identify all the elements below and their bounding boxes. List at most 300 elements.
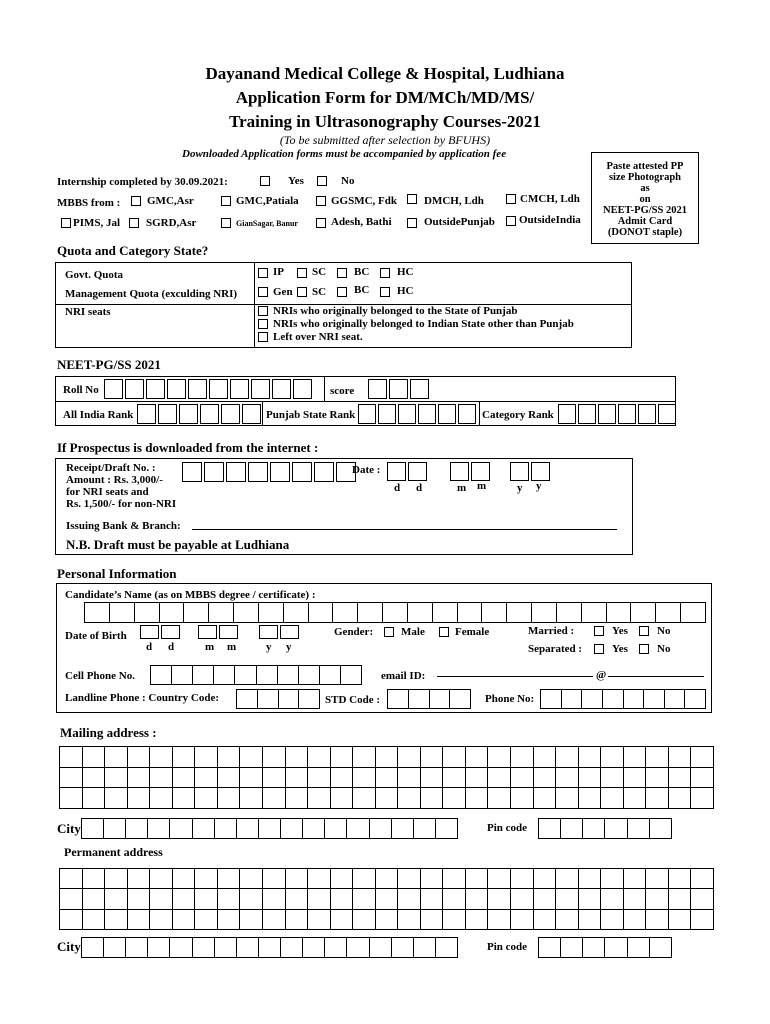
entry-box[interactable] bbox=[650, 819, 672, 839]
entry-box[interactable] bbox=[466, 768, 489, 789]
entry-box[interactable] bbox=[237, 938, 259, 958]
separated-yes-checkbox[interactable] bbox=[594, 644, 604, 654]
entry-box[interactable] bbox=[398, 889, 421, 909]
entry-box[interactable] bbox=[624, 768, 647, 789]
entry-box[interactable] bbox=[601, 768, 624, 789]
entry-box[interactable] bbox=[646, 869, 669, 889]
mailing-city-boxes[interactable] bbox=[81, 818, 458, 839]
entry-box[interactable] bbox=[376, 869, 399, 889]
option-label: Gen bbox=[273, 286, 293, 298]
entry-box[interactable] bbox=[466, 747, 489, 768]
nri-option: Left over NRI seat. bbox=[273, 331, 363, 343]
entry-box[interactable] bbox=[331, 768, 354, 789]
entry-box[interactable] bbox=[353, 869, 376, 889]
entry-box[interactable] bbox=[579, 889, 602, 909]
entry-box[interactable] bbox=[579, 788, 602, 809]
receipt-line: for NRI seats and bbox=[66, 486, 149, 498]
entry-box[interactable] bbox=[511, 889, 534, 909]
entry-box[interactable] bbox=[218, 889, 241, 909]
entry-box[interactable] bbox=[347, 819, 369, 839]
entry-box[interactable] bbox=[539, 938, 561, 958]
entry-box[interactable] bbox=[263, 747, 286, 768]
entry-box[interactable] bbox=[286, 747, 309, 768]
date-hint: m bbox=[457, 482, 467, 494]
mbbs-pims-checkbox[interactable] bbox=[61, 218, 71, 228]
entry-box[interactable] bbox=[128, 910, 151, 930]
entry-box[interactable] bbox=[281, 819, 303, 839]
entry-box[interactable] bbox=[150, 889, 173, 909]
entry-box[interactable] bbox=[126, 819, 148, 839]
entry-box[interactable] bbox=[353, 747, 376, 768]
entry-box[interactable] bbox=[691, 910, 714, 930]
cell-phone-boxes[interactable] bbox=[150, 665, 362, 685]
entry-box[interactable] bbox=[195, 910, 218, 930]
married-no-checkbox[interactable] bbox=[639, 626, 649, 636]
entry-box[interactable] bbox=[259, 938, 281, 958]
entry-box[interactable] bbox=[353, 768, 376, 789]
entry-box[interactable] bbox=[148, 938, 170, 958]
mailing-address-grid[interactable] bbox=[59, 746, 714, 809]
entry-box[interactable] bbox=[331, 889, 354, 909]
mbbs-gmc-patiala-checkbox[interactable] bbox=[221, 196, 231, 206]
entry-box[interactable] bbox=[128, 747, 151, 768]
entry-box[interactable] bbox=[443, 788, 466, 809]
mbbs-cmch-checkbox[interactable] bbox=[506, 194, 516, 204]
entry-box[interactable] bbox=[579, 869, 602, 889]
mbbs-sgrd-checkbox[interactable] bbox=[129, 218, 139, 228]
entry-box[interactable] bbox=[669, 910, 692, 930]
permanent-pin-boxes[interactable] bbox=[538, 937, 672, 958]
entry-box[interactable] bbox=[150, 910, 173, 930]
entry-box[interactable] bbox=[150, 747, 173, 768]
entry-box[interactable] bbox=[436, 819, 458, 839]
entry-box[interactable] bbox=[215, 938, 237, 958]
entry-box[interactable] bbox=[83, 869, 106, 889]
entry-box[interactable] bbox=[331, 747, 354, 768]
entry-box[interactable] bbox=[308, 788, 331, 809]
entry-box[interactable] bbox=[398, 768, 421, 789]
mbbs-gmc-asr-checkbox[interactable] bbox=[131, 196, 141, 206]
nri-leftover-checkbox[interactable] bbox=[258, 332, 268, 342]
entry-box[interactable] bbox=[286, 910, 309, 930]
entry-box[interactable] bbox=[398, 910, 421, 930]
divider bbox=[324, 376, 325, 401]
draft-year-boxes[interactable] bbox=[510, 462, 552, 481]
entry-box[interactable] bbox=[308, 910, 331, 930]
entry-box[interactable] bbox=[646, 889, 669, 909]
entry-box[interactable] bbox=[286, 869, 309, 889]
entry-box[interactable] bbox=[105, 768, 128, 789]
entry-box[interactable] bbox=[331, 869, 354, 889]
entry-box[interactable] bbox=[240, 768, 263, 789]
entry-box[interactable] bbox=[173, 788, 196, 809]
category-rank-boxes[interactable] bbox=[558, 404, 678, 424]
entry-box[interactable] bbox=[691, 889, 714, 909]
entry-box[interactable] bbox=[82, 938, 104, 958]
entry-box[interactable] bbox=[466, 869, 489, 889]
entry-box[interactable] bbox=[195, 768, 218, 789]
mbbs-giansagar-checkbox[interactable] bbox=[221, 218, 231, 228]
separated-yes-label: Yes bbox=[612, 643, 628, 655]
entry-box[interactable] bbox=[104, 819, 126, 839]
entry-box[interactable] bbox=[511, 788, 534, 809]
issuing-bank-line[interactable] bbox=[192, 529, 617, 530]
entry-box[interactable] bbox=[583, 938, 605, 958]
entry-box[interactable] bbox=[669, 747, 692, 768]
cell-phone-label: Cell Phone No. bbox=[65, 670, 135, 682]
entry-box[interactable] bbox=[624, 869, 647, 889]
dob-month-boxes[interactable] bbox=[198, 625, 240, 639]
entry-box[interactable] bbox=[83, 747, 106, 768]
entry-box[interactable] bbox=[376, 768, 399, 789]
entry-box[interactable] bbox=[105, 747, 128, 768]
entry-box[interactable] bbox=[601, 889, 624, 909]
entry-box[interactable] bbox=[286, 768, 309, 789]
entry-box[interactable] bbox=[669, 869, 692, 889]
entry-box[interactable] bbox=[105, 788, 128, 809]
entry-box[interactable] bbox=[263, 910, 286, 930]
entry-box[interactable] bbox=[443, 747, 466, 768]
mailing-pin-boxes[interactable] bbox=[538, 818, 672, 839]
mgmt-bc-checkbox[interactable] bbox=[337, 287, 347, 297]
entry-box[interactable] bbox=[628, 938, 650, 958]
entry-box[interactable] bbox=[128, 889, 151, 909]
entry-box[interactable] bbox=[691, 747, 714, 768]
entry-box[interactable] bbox=[195, 869, 218, 889]
entry-box[interactable] bbox=[534, 910, 557, 930]
permanent-pin-label: Pin code bbox=[487, 941, 528, 953]
entry-box[interactable] bbox=[376, 910, 399, 930]
entry-box[interactable] bbox=[534, 768, 557, 789]
entry-box[interactable] bbox=[583, 819, 605, 839]
divider bbox=[254, 262, 255, 348]
entry-box[interactable] bbox=[128, 788, 151, 809]
entry-box[interactable] bbox=[331, 910, 354, 930]
entry-box[interactable] bbox=[150, 869, 173, 889]
entry-box[interactable] bbox=[534, 869, 557, 889]
draft-month-boxes[interactable] bbox=[450, 462, 492, 481]
entry-box[interactable] bbox=[173, 889, 196, 909]
entry-box[interactable] bbox=[303, 819, 325, 839]
entry-box[interactable] bbox=[308, 747, 331, 768]
entry-box[interactable] bbox=[376, 747, 399, 768]
entry-box[interactable] bbox=[60, 889, 83, 909]
entry-box[interactable] bbox=[237, 819, 259, 839]
entry-box[interactable] bbox=[263, 869, 286, 889]
entry-box[interactable] bbox=[263, 889, 286, 909]
roll-no-label: Roll No bbox=[63, 384, 99, 396]
entry-box[interactable] bbox=[556, 788, 579, 809]
entry-box[interactable] bbox=[669, 768, 692, 789]
entry-box[interactable] bbox=[193, 938, 215, 958]
std-code-boxes[interactable] bbox=[387, 689, 471, 709]
entry-box[interactable] bbox=[259, 819, 281, 839]
neet-heading: NEET-PG/SS 2021 bbox=[57, 357, 161, 372]
entry-box[interactable] bbox=[624, 747, 647, 768]
email-domain-line[interactable] bbox=[608, 676, 704, 677]
entry-box[interactable] bbox=[488, 768, 511, 789]
entry-box[interactable] bbox=[691, 768, 714, 789]
entry-box[interactable] bbox=[353, 910, 376, 930]
entry-box[interactable] bbox=[60, 788, 83, 809]
entry-box[interactable] bbox=[60, 869, 83, 889]
entry-box[interactable] bbox=[105, 889, 128, 909]
entry-box[interactable] bbox=[60, 768, 83, 789]
photo-line: Paste attested PP bbox=[606, 161, 684, 172]
married-yes-checkbox[interactable] bbox=[594, 626, 604, 636]
entry-box[interactable] bbox=[605, 819, 627, 839]
entry-box[interactable] bbox=[561, 819, 583, 839]
entry-box[interactable] bbox=[398, 788, 421, 809]
entry-box[interactable] bbox=[466, 910, 489, 930]
entry-box[interactable] bbox=[443, 889, 466, 909]
entry-box[interactable] bbox=[353, 788, 376, 809]
country-code-boxes[interactable] bbox=[236, 689, 320, 709]
entry-box[interactable] bbox=[392, 938, 414, 958]
score-boxes[interactable] bbox=[368, 379, 431, 399]
entry-box[interactable] bbox=[398, 747, 421, 768]
entry-box[interactable] bbox=[556, 869, 579, 889]
entry-box[interactable] bbox=[646, 910, 669, 930]
entry-box[interactable] bbox=[646, 788, 669, 809]
entry-box[interactable] bbox=[511, 910, 534, 930]
entry-box[interactable] bbox=[83, 768, 106, 789]
entry-box[interactable] bbox=[215, 819, 237, 839]
entry-box[interactable] bbox=[170, 938, 192, 958]
entry-box[interactable] bbox=[170, 819, 192, 839]
entry-box[interactable] bbox=[286, 889, 309, 909]
entry-box[interactable] bbox=[195, 788, 218, 809]
nri-punjab-checkbox[interactable] bbox=[258, 306, 268, 316]
date-hint: y bbox=[286, 641, 292, 653]
entry-box[interactable] bbox=[128, 869, 151, 889]
govt-ip-checkbox[interactable] bbox=[258, 268, 268, 278]
entry-box[interactable] bbox=[628, 819, 650, 839]
entry-box[interactable] bbox=[488, 869, 511, 889]
entry-box[interactable] bbox=[421, 910, 444, 930]
phone-no-label: Phone No: bbox=[485, 693, 535, 705]
dob-year-boxes[interactable] bbox=[259, 625, 301, 639]
entry-box[interactable] bbox=[646, 768, 669, 789]
entry-box[interactable] bbox=[601, 788, 624, 809]
mbbs-option: Adesh, Bathi bbox=[331, 216, 392, 228]
entry-box[interactable] bbox=[150, 768, 173, 789]
entry-box[interactable] bbox=[488, 889, 511, 909]
entry-box[interactable] bbox=[691, 869, 714, 889]
mbbs-ggsmc-checkbox[interactable] bbox=[316, 196, 326, 206]
entry-box[interactable] bbox=[534, 889, 557, 909]
entry-box[interactable] bbox=[669, 889, 692, 909]
roll-no-boxes[interactable] bbox=[104, 379, 314, 399]
entry-box[interactable] bbox=[421, 768, 444, 789]
govt-bc-checkbox[interactable] bbox=[337, 268, 347, 278]
mgmt-sc-checkbox[interactable] bbox=[297, 287, 307, 297]
entry-box[interactable] bbox=[624, 889, 647, 909]
entry-box[interactable] bbox=[286, 788, 309, 809]
internship-no-checkbox[interactable] bbox=[317, 176, 327, 186]
entry-box[interactable] bbox=[669, 788, 692, 809]
entry-box[interactable] bbox=[347, 938, 369, 958]
entry-box[interactable] bbox=[421, 889, 444, 909]
entry-box[interactable] bbox=[579, 768, 602, 789]
entry-box[interactable] bbox=[218, 768, 241, 789]
govt-hc-checkbox[interactable] bbox=[380, 268, 390, 278]
entry-box[interactable] bbox=[376, 889, 399, 909]
entry-box[interactable] bbox=[60, 747, 83, 768]
entry-box[interactable] bbox=[556, 747, 579, 768]
entry-box[interactable] bbox=[128, 768, 151, 789]
entry-box[interactable] bbox=[303, 938, 325, 958]
entry-box[interactable] bbox=[511, 869, 534, 889]
entry-box[interactable] bbox=[443, 869, 466, 889]
entry-box[interactable] bbox=[421, 788, 444, 809]
entry-box[interactable] bbox=[436, 938, 458, 958]
entry-box[interactable] bbox=[691, 788, 714, 809]
entry-box[interactable] bbox=[173, 869, 196, 889]
entry-box[interactable] bbox=[539, 819, 561, 839]
date-hint: y bbox=[266, 641, 272, 653]
punjab-state-rank-boxes[interactable] bbox=[358, 404, 478, 424]
mbbs-option: GGSMC, Fdk bbox=[331, 195, 398, 207]
entry-box[interactable] bbox=[605, 938, 627, 958]
entry-box[interactable] bbox=[466, 788, 489, 809]
entry-box[interactable] bbox=[195, 889, 218, 909]
entry-box[interactable] bbox=[556, 768, 579, 789]
receipt-info bbox=[66, 462, 176, 510]
entry-box[interactable] bbox=[556, 910, 579, 930]
entry-box[interactable] bbox=[579, 910, 602, 930]
entry-box[interactable] bbox=[624, 788, 647, 809]
entry-box[interactable] bbox=[325, 819, 347, 839]
entry-box[interactable] bbox=[104, 938, 126, 958]
separated-no-label: No bbox=[657, 643, 671, 655]
mbbs-option: OutsideIndia bbox=[519, 214, 581, 226]
entry-box[interactable] bbox=[218, 747, 241, 768]
entry-box[interactable] bbox=[443, 910, 466, 930]
entry-box[interactable] bbox=[370, 819, 392, 839]
entry-box[interactable] bbox=[150, 788, 173, 809]
entry-box[interactable] bbox=[534, 747, 557, 768]
entry-box[interactable] bbox=[601, 747, 624, 768]
entry-box[interactable] bbox=[421, 869, 444, 889]
entry-box[interactable] bbox=[646, 747, 669, 768]
mbbs-outside-india-checkbox[interactable] bbox=[506, 216, 516, 226]
photo-box[interactable] bbox=[591, 152, 699, 244]
entry-box[interactable] bbox=[308, 768, 331, 789]
entry-box[interactable] bbox=[218, 910, 241, 930]
entry-box[interactable] bbox=[392, 819, 414, 839]
gender-female-checkbox[interactable] bbox=[439, 627, 449, 637]
entry-box[interactable] bbox=[82, 819, 104, 839]
entry-box[interactable] bbox=[240, 747, 263, 768]
entry-box[interactable] bbox=[534, 788, 557, 809]
entry-box[interactable] bbox=[579, 747, 602, 768]
all-india-rank-boxes[interactable] bbox=[137, 404, 263, 424]
entry-box[interactable] bbox=[83, 910, 106, 930]
entry-box[interactable] bbox=[173, 910, 196, 930]
entry-box[interactable] bbox=[308, 889, 331, 909]
entry-box[interactable] bbox=[370, 938, 392, 958]
govt-sc-checkbox[interactable] bbox=[297, 268, 307, 278]
mgmt-gen-checkbox[interactable] bbox=[258, 287, 268, 297]
entry-box[interactable] bbox=[240, 889, 263, 909]
entry-box[interactable] bbox=[601, 910, 624, 930]
entry-box[interactable] bbox=[376, 788, 399, 809]
permanent-city-boxes[interactable] bbox=[81, 937, 458, 958]
email-user-line[interactable] bbox=[437, 676, 593, 677]
college-title: Dayanand Medical College & Hospital, Ludhiana bbox=[205, 64, 565, 83]
receipt-no-boxes[interactable] bbox=[182, 462, 358, 482]
entry-box[interactable] bbox=[240, 788, 263, 809]
mbbs-option: CMCH, Ldh bbox=[520, 193, 580, 205]
entry-box[interactable] bbox=[281, 938, 303, 958]
entry-box[interactable] bbox=[325, 938, 347, 958]
entry-box[interactable] bbox=[263, 788, 286, 809]
entry-box[interactable] bbox=[443, 768, 466, 789]
entry-box[interactable] bbox=[193, 819, 215, 839]
permanent-address-grid[interactable] bbox=[59, 868, 714, 930]
entry-box[interactable] bbox=[218, 788, 241, 809]
entry-box[interactable] bbox=[488, 788, 511, 809]
draft-day-boxes[interactable] bbox=[387, 462, 429, 481]
entry-box[interactable] bbox=[83, 889, 106, 909]
entry-box[interactable] bbox=[421, 747, 444, 768]
email-label: email ID: bbox=[381, 670, 426, 682]
separated-no-checkbox[interactable] bbox=[639, 644, 649, 654]
mbbs-outside-punjab-checkbox[interactable] bbox=[407, 218, 417, 228]
entry-box[interactable] bbox=[263, 768, 286, 789]
entry-box[interactable] bbox=[83, 788, 106, 809]
entry-box[interactable] bbox=[60, 910, 83, 930]
entry-box[interactable] bbox=[414, 819, 436, 839]
mgmt-hc-checkbox[interactable] bbox=[380, 287, 390, 297]
mbbs-adesh-checkbox[interactable] bbox=[316, 218, 326, 228]
internship-yes-checkbox[interactable] bbox=[260, 176, 270, 186]
entry-box[interactable] bbox=[173, 747, 196, 768]
dob-day-boxes[interactable] bbox=[140, 625, 182, 639]
entry-box[interactable] bbox=[511, 747, 534, 768]
entry-box[interactable] bbox=[105, 910, 128, 930]
entry-box[interactable] bbox=[148, 819, 170, 839]
entry-box[interactable] bbox=[414, 938, 436, 958]
nri-other-state-checkbox[interactable] bbox=[258, 319, 268, 329]
entry-box[interactable] bbox=[511, 768, 534, 789]
entry-box[interactable] bbox=[561, 938, 583, 958]
mbbs-dmch-checkbox[interactable] bbox=[407, 194, 417, 204]
entry-box[interactable] bbox=[173, 768, 196, 789]
entry-box[interactable] bbox=[650, 938, 672, 958]
entry-box[interactable] bbox=[308, 869, 331, 889]
entry-box[interactable] bbox=[331, 788, 354, 809]
entry-box[interactable] bbox=[556, 889, 579, 909]
entry-box[interactable] bbox=[218, 869, 241, 889]
entry-box[interactable] bbox=[240, 910, 263, 930]
entry-box[interactable] bbox=[488, 747, 511, 768]
entry-box[interactable] bbox=[240, 869, 263, 889]
entry-box[interactable] bbox=[466, 889, 489, 909]
entry-box[interactable] bbox=[488, 910, 511, 930]
phone-no-boxes[interactable] bbox=[540, 689, 706, 709]
candidate-name-boxes[interactable] bbox=[84, 602, 706, 623]
entry-box[interactable] bbox=[126, 938, 148, 958]
entry-box[interactable] bbox=[195, 747, 218, 768]
entry-box[interactable] bbox=[398, 869, 421, 889]
entry-box[interactable] bbox=[601, 869, 624, 889]
entry-box[interactable] bbox=[105, 869, 128, 889]
entry-box[interactable] bbox=[624, 910, 647, 930]
gender-male-checkbox[interactable] bbox=[384, 627, 394, 637]
entry-box[interactable] bbox=[353, 889, 376, 909]
